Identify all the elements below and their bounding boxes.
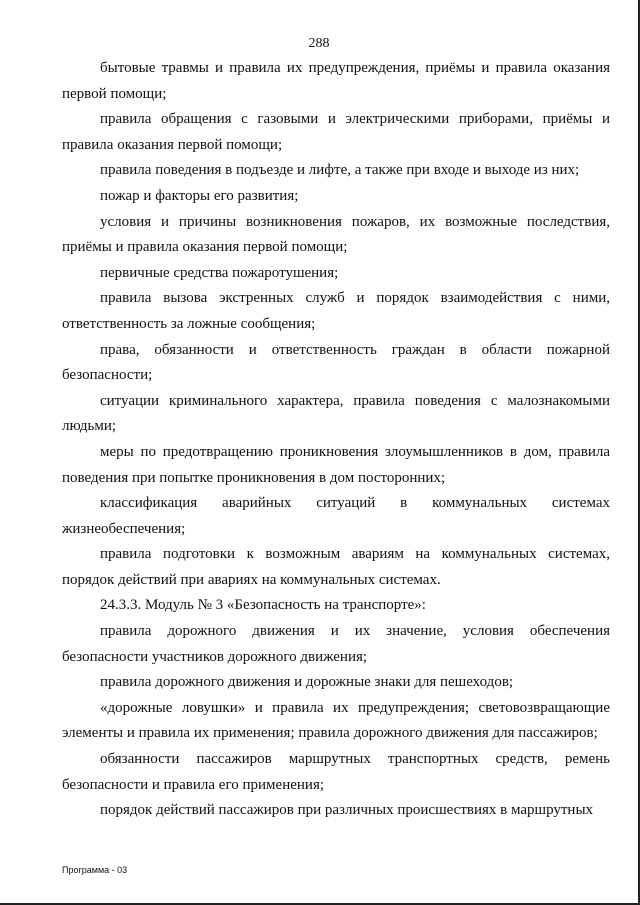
page-number: 288 xyxy=(308,36,330,51)
paragraph: правила вызова экстренных служб и порядок взаимодействия с ними, ответственность за ложные сообщения; xyxy=(62,290,610,332)
paragraph: правила обращения с газовыми и электрическими приборами, приёмы и правила оказания первой помощи; xyxy=(62,111,610,153)
paragraph: первичные средства пожаротушения; xyxy=(100,264,339,281)
paragraph: меры по предотвращению проникновения злоумышленников в дом, правила поведения при попытке проникновения в дом посторонних; xyxy=(62,443,610,486)
paragraph: правила дорожного движения и дорожные знаки для пешеходов; xyxy=(100,674,514,691)
paragraph: условия и причины возникновения пожаров, их возможные последствия, приёмы и правила оказания первой помощи; xyxy=(62,213,610,256)
paragraph: ситуации криминального характера, правила поведения с малознакомыми людьми; xyxy=(62,392,610,435)
paragraph: классификация аварийных ситуаций в коммунальных системах жизнеобеспечения; xyxy=(62,495,610,537)
paragraph: обязанности пассажиров маршрутных транспортных средств, ремень безопасности и правила его применения; xyxy=(62,751,610,793)
paragraph: правила подготовки к возможным авариям на коммунальных системах, порядок действий при авариях на коммунальных системах. xyxy=(62,546,610,588)
paragraph: пожар и факторы его развития; xyxy=(100,187,299,204)
paragraph: бытовые травмы и правила их предупреждения, приёмы и правила оказания первой помощи; xyxy=(62,60,610,102)
paragraph: «дорожные ловушки» и правила их предупреждения; световозвращающие элементы и правила их применения; правила дорожного движения для пассажиров; xyxy=(62,699,610,742)
paragraph: порядок действий пассажиров при различных происшествиях в маршрутных xyxy=(100,802,594,819)
section-heading: 24.3.3. Модуль № 3 «Безопасность на транспорте»: xyxy=(100,597,426,614)
paragraph: правила дорожного движения и их значение, условия обеспечения безопасности участников дорожного движения; xyxy=(62,623,610,665)
paragraph: права, обязанности и ответственность граждан в области пожарной безопасности; xyxy=(62,341,610,384)
footer-label: Программа - 03 xyxy=(62,865,128,875)
paragraph: правила поведения в подъезде и лифте, а также при входе и выходе из них; xyxy=(100,162,580,179)
document-body xyxy=(62,56,610,824)
